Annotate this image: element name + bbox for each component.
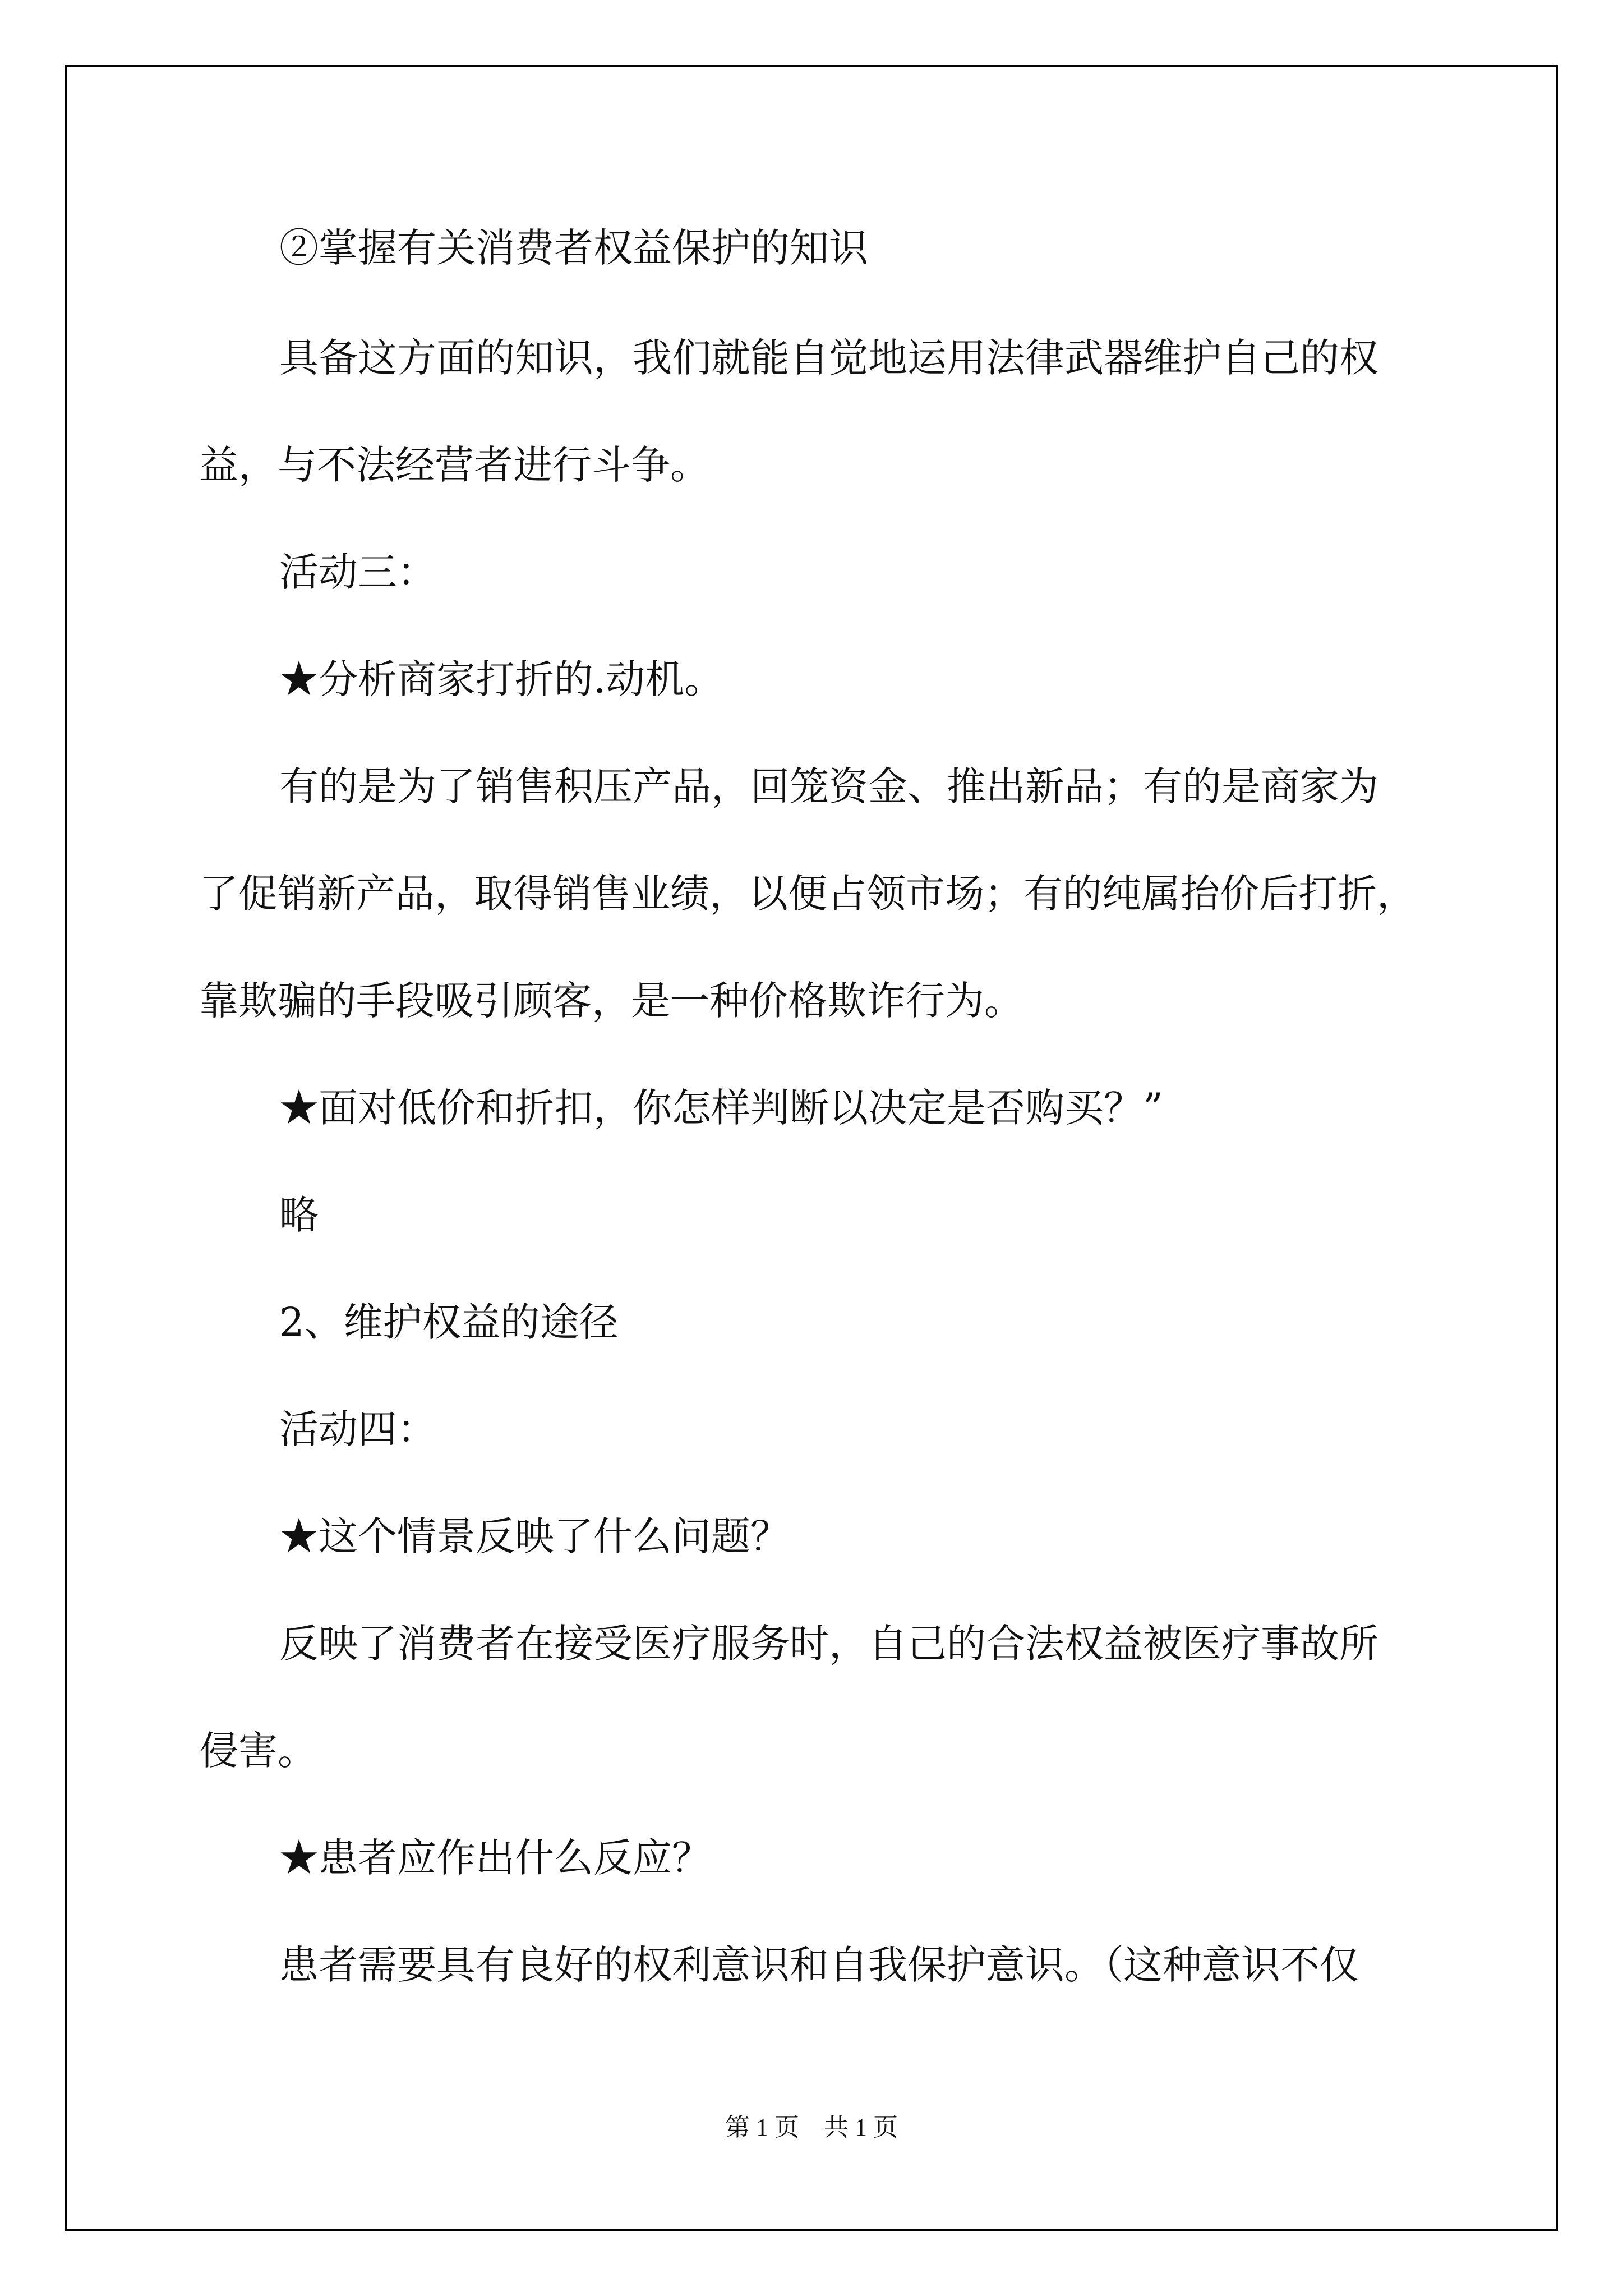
page-footer: 第 1 页 共 1 页 — [725, 2114, 898, 2141]
paragraph-line: 患者需要具有良好的权利意识和自我保护意识。（这种意识不仅 — [279, 1942, 1359, 1988]
paragraph-line: 靠欺骗的手段吸引顾客，是一种价格欺诈行为。 — [199, 978, 1023, 1024]
paragraph-line: 具备这方面的知识，我们就能自觉地运用法律武器维护自己的权 — [279, 335, 1378, 381]
paragraph-line: 益，与不法经营者进行斗争。 — [199, 442, 709, 488]
paragraph-line: 了促销新产品，取得销售业绩，以便占领市场；有的纯属抬价后打折， — [199, 871, 1416, 917]
question-line: ★这个情景反映了什么问题？ — [279, 1513, 790, 1559]
question-line: ★面对低价和折扣，你怎样判断以决定是否购买？” — [279, 1085, 1163, 1131]
question-line: ★患者应作出什么反应？ — [279, 1835, 711, 1881]
activity-heading: 活动四： — [279, 1406, 436, 1452]
question-line: ★分析商家打折的.动机。 — [279, 656, 724, 702]
paragraph-line: 侵害。 — [199, 1728, 317, 1774]
paragraph-line: 反映了消费者在接受医疗服务时，自己的合法权益被医疗事故所 — [279, 1621, 1378, 1667]
paragraph-line: 略 — [279, 1192, 319, 1238]
section-heading: 2、维护权益的途径 — [279, 1299, 619, 1345]
subheading-knowledge: ②掌握有关消费者权益保护的知识 — [279, 225, 868, 271]
activity-heading: 活动三： — [279, 549, 436, 595]
paragraph-line: 有的是为了销售积压产品，回笼资金、推出新品；有的是商家为 — [279, 763, 1378, 809]
page-border — [65, 65, 1558, 2231]
